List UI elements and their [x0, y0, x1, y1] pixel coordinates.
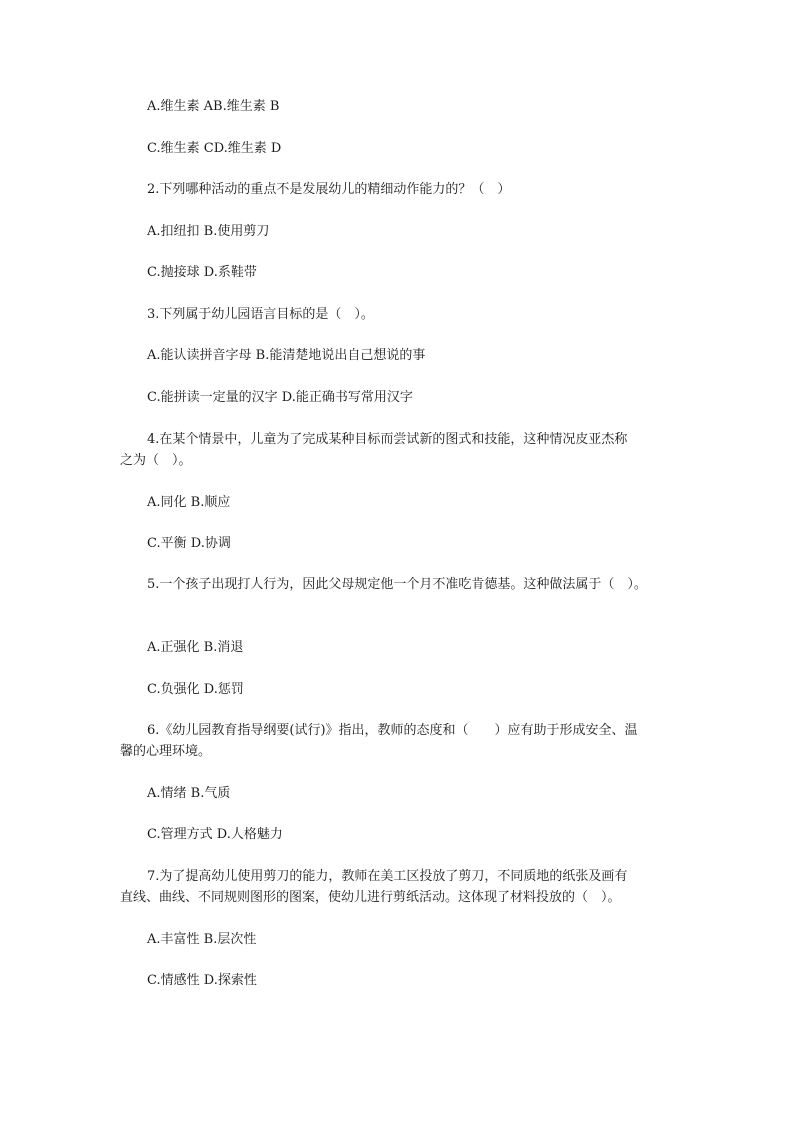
q2-options-ab: A.扣纽扣 B.使用剪刀 [147, 224, 270, 239]
q4-stem-line-1: 4.在某个情景中，儿童为了完成某种目标而尝试新的图式和技能，这种情况皮亚杰称 [147, 432, 628, 447]
q4-stem-line-2: 之为（ ）。 [120, 453, 192, 468]
q6-options-ab: A.情绪 B.气质 [147, 786, 231, 801]
q4-options-cd: C.平衡 D.协调 [147, 536, 231, 551]
q2-stem: 2.下列哪种活动的重点不是发展幼儿的精细动作能力的？（ ） [147, 182, 511, 197]
q6-stem-line-2: 馨的心理环境。 [120, 744, 212, 759]
q1-options-cd: C.维生素 CD.维生素 D [147, 141, 282, 156]
q6-stem-line-1: 6.《幼儿园教育指导纲要(试行)》指出，教师的态度和（ ）应有助于形成安全、温 [147, 723, 638, 738]
q7-stem-line-1: 7.为了提高幼儿使用剪刀的能力，教师在美工区投放了剪刀，不同质地的纸张及画有 [147, 869, 628, 884]
q5-options-cd: C.负强化 D.惩罚 [147, 682, 244, 697]
q3-options-ab: A.能认读拼音字母 B.能清楚地说出自己想说的事 [147, 348, 426, 363]
q2-options-cd: C.抛接球 D.系鞋带 [147, 265, 257, 280]
q7-options-cd: C.情感性 D.探索性 [147, 973, 257, 988]
q5-options-ab: A.正强化 B.消退 [147, 640, 244, 655]
q1-options-ab: A.维生素 AB.维生素 B [147, 99, 280, 114]
q4-options-ab: A.同化 B.顺应 [147, 495, 231, 510]
q3-options-cd: C.能拼读一定量的汉字 D.能正确书写常用汉字 [147, 390, 413, 405]
q7-stem-line-2: 直线、曲线、不同规则图形的图案，使幼儿进行剪纸活动。这体现了材料投放的（ ）。 [120, 890, 621, 905]
q5-stem: 5.一个孩子出现打人行为，因此父母规定他一个月不准吃肯德基。这种做法属于（ ）。 [147, 577, 647, 592]
q7-options-ab: A.丰富性 B.层次性 [147, 932, 257, 947]
q3-stem: 3.下列属于幼儿园语言目标的是（ ）。 [147, 307, 374, 322]
q6-options-cd: C.管理方式 D.人格魅力 [147, 827, 283, 842]
